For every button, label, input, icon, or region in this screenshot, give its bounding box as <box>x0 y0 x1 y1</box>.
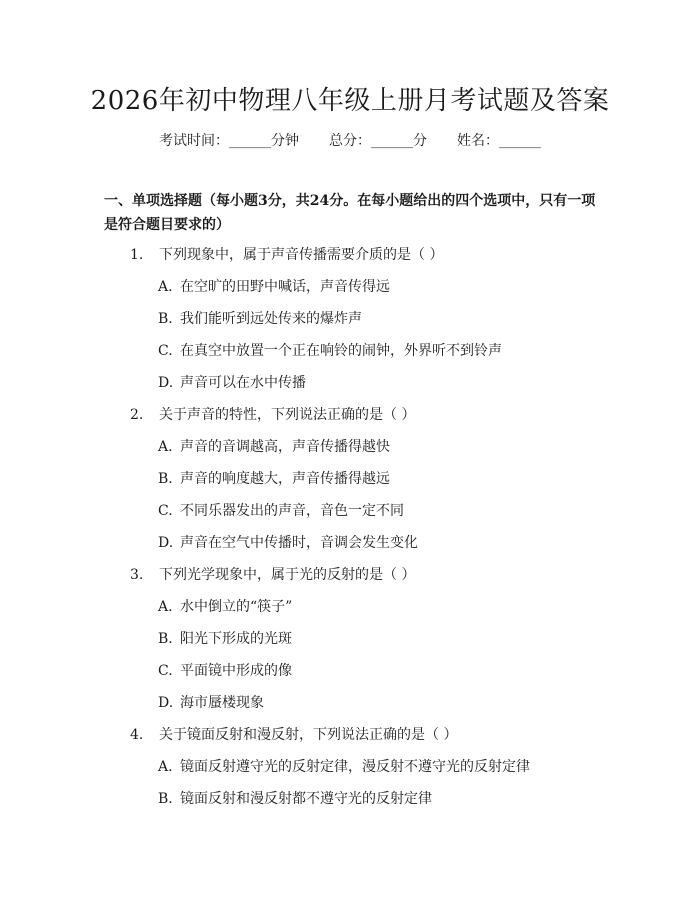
question-2 <box>130 404 415 424</box>
question-4-option-b <box>158 788 432 808</box>
option-letter: B. <box>158 471 173 487</box>
question-text: 下列光学现象中，属于光的反射的是（ ） <box>159 567 416 583</box>
question-2-option-b <box>158 468 390 488</box>
option-text: 水中倒立的“筷子” <box>180 599 293 615</box>
option-letter: A. <box>158 759 173 775</box>
question-1-option-c <box>158 340 502 360</box>
option-letter: A. <box>158 599 173 615</box>
option-letter: B. <box>158 791 173 807</box>
option-text: 镜面反射和漫反射都不遵守光的反射定律 <box>180 791 432 807</box>
option-text: 不同乐器发出的声音，音色一定不同 <box>180 503 404 519</box>
question-1-option-d <box>158 372 306 392</box>
question-3-option-a <box>158 596 292 616</box>
question-1-option-a <box>158 276 390 296</box>
option-text: 在真空中放置一个正在响铃的闹钟，外界听不到铃声 <box>180 343 502 359</box>
question-2-option-c <box>158 500 404 520</box>
question-2-option-a <box>158 436 390 456</box>
question-text: 下列现象中，属于声音传播需要介质的是（ ） <box>159 247 444 263</box>
option-text: 声音可以在水中传播 <box>180 375 306 391</box>
exam-meta <box>0 130 700 150</box>
option-letter: B. <box>158 311 173 327</box>
option-letter: D. <box>158 535 174 551</box>
question-2-option-d <box>158 532 418 552</box>
option-letter: C. <box>158 663 173 679</box>
option-text: 镜面反射遵守光的反射定律，漫反射不遵守光的反射定律 <box>180 759 530 775</box>
question-3-option-d <box>158 692 264 712</box>
option-letter: D. <box>158 375 174 391</box>
question-number: 3. <box>130 567 144 583</box>
question-3 <box>130 564 415 584</box>
option-letter: C. <box>158 503 173 519</box>
total-score-field: 总分：______分 <box>329 133 427 149</box>
section-heading: 一、单项选择题（每小题3分，共24分。在每小题给出的四个选项中，只有一项是符合题目要求的） <box>104 193 596 233</box>
option-letter: D. <box>158 695 174 711</box>
option-text: 在空旷的田野中喊话，声音传得远 <box>180 279 390 295</box>
option-text: 平面镜中形成的像 <box>180 663 292 679</box>
question-number: 1. <box>130 247 144 263</box>
option-letter: C. <box>158 343 173 359</box>
option-letter: B. <box>158 631 173 647</box>
question-1-option-b <box>158 308 362 328</box>
option-text: 阳光下形成的光斑 <box>180 631 292 647</box>
option-letter: A. <box>158 439 173 455</box>
option-text: 声音的响度越大，声音传播得越远 <box>180 471 390 487</box>
question-text: 关于声音的特性，下列说法正确的是（ ） <box>159 407 416 423</box>
exam-title: 2026年初中物理八年级上册月考试题及答案 <box>90 86 610 116</box>
question-1 <box>130 244 443 264</box>
question-3-option-b <box>158 628 292 648</box>
student-name-field: 姓名：______ <box>457 133 541 149</box>
question-number: 4. <box>130 727 144 743</box>
option-text: 我们能听到远处传来的爆炸声 <box>180 311 362 327</box>
option-text: 声音在空气中传播时，音调会发生变化 <box>180 535 418 551</box>
option-text: 海市蜃楼现象 <box>180 695 264 711</box>
question-4 <box>130 724 457 744</box>
question-number: 2. <box>130 407 144 423</box>
question-3-option-c <box>158 660 292 680</box>
question-text: 关于镜面反射和漫反射，下列说法正确的是（ ） <box>159 727 458 743</box>
exam-time-field: 考试时间：______分钟 <box>159 133 299 149</box>
question-4-option-a <box>158 756 530 776</box>
option-text: 声音的音调越高，声音传播得越快 <box>180 439 390 455</box>
option-letter: A. <box>158 279 173 295</box>
